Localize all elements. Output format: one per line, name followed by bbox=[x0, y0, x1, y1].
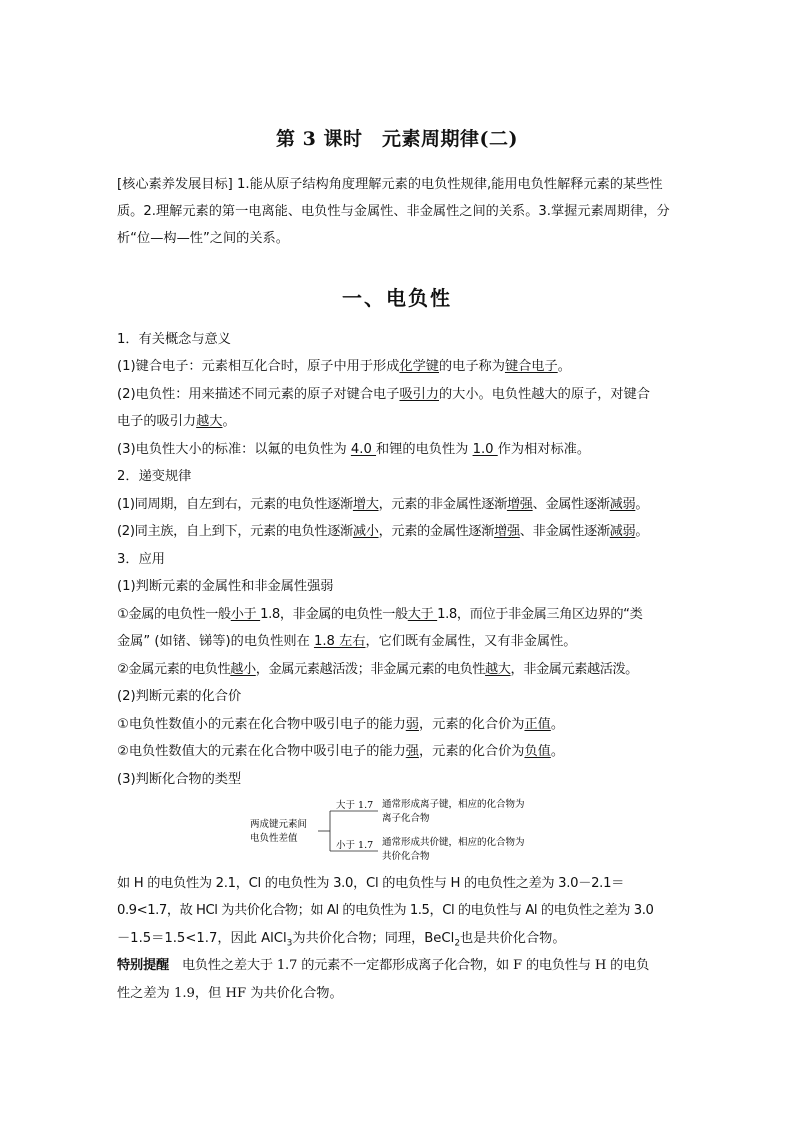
line-app1-b: 金属” (如锗、锑等)的电负性则在 1.8 左右，它们既有金属性，又有非金属性。 bbox=[117, 634, 577, 649]
line-app2: (2)判断元素的化合价 bbox=[117, 689, 242, 704]
example-line3: －1.5＝1.5<1.7，因此 AlCl$_3$为共价化合物；同理，BeCl$_2$也是共价化合物。 bbox=[117, 931, 566, 949]
line-bonding-electron: (1)键合电子：元素相互化合时，原子中用于形成化学键的电子称为键合电子。 bbox=[117, 359, 571, 374]
page-title: 第 3 课时 元素周期律(二) bbox=[276, 128, 518, 150]
diagram-lower-text2: 共价化合物 bbox=[382, 851, 430, 862]
objectives-label: [核心素养发展目标] bbox=[117, 177, 233, 192]
line-app1: (1)判断元素的金属性和非金属性强弱 bbox=[117, 579, 334, 594]
section-title: 一、电负性 bbox=[342, 286, 452, 310]
line-electronegativity-def-cont: 电子的吸引力越大。 bbox=[117, 414, 236, 429]
diagram-left-line2: 电负性差值 bbox=[250, 833, 298, 844]
compound-type-diagram bbox=[248, 797, 568, 867]
line-standard: (3)电负性大小的标准：以氟的电负性为 4.0 和锂的电负性为 1.0 作为相对标准。 bbox=[117, 442, 591, 457]
special-note-line1: 特别提醒 电负性之差大于 1.7 的元素不一定都形成离子化合物，如 F 的电负性与 H 的电负 bbox=[117, 958, 650, 973]
objectives-text: 1.能从原子结构角度理解元素的电负性规律,能用电负性解释元素的某些性质。2.理解元素的第一电离能、电负性与金属性、非金属性之间的关系。3.掌握元素周期律，分析“位—构—性”之间的关系。 bbox=[117, 177, 670, 246]
example-line1: 如 H 的电负性为 2.1，Cl 的电负性为 3.0，Cl 的电负性与 H 的电负性之差为 3.0－2.1＝ bbox=[117, 876, 625, 891]
diagram-upper-text1: 通常形成离子键，相应的化合物为 bbox=[382, 799, 525, 810]
heading-applications: 3．应用 bbox=[117, 552, 165, 567]
diagram-upper-text2: 离子化合物 bbox=[382, 813, 430, 824]
special-note-line2: 性之差为 1.9，但 HF 为共价化合物。 bbox=[117, 986, 343, 1001]
special-note-label: 特别提醒 bbox=[117, 958, 169, 973]
diagram-upper-label: 大于 1.7 bbox=[336, 800, 374, 811]
line-app1-a: ①金属的电负性一般小于 1.8，非金属的电负性一般大于 1.8，而位于非金属三角区边界的“类 bbox=[117, 607, 643, 622]
line-group-trend: (2)同主族，自上到下，元素的电负性逐渐减小，元素的金属性逐渐增强、非金属性逐渐减弱。 bbox=[117, 524, 649, 539]
objectives bbox=[117, 171, 679, 252]
diagram-left-line1: 两成键元素间 bbox=[250, 819, 308, 830]
line-app1-c: ②金属元素的电负性越小，金属元素越活泼；非金属元素的电负性越大，非金属元素越活泼。 bbox=[117, 662, 638, 677]
example-line2: 0.9<1.7，故 HCl 为共价化合物；如 Al 的电负性为 1.5，Cl 的电负性与 Al 的电负性之差为 3.0 bbox=[117, 903, 654, 918]
heading-trends: 2．递变规律 bbox=[117, 469, 192, 484]
diagram-lower-text1: 通常形成共价键，相应的化合物为 bbox=[382, 837, 525, 848]
diagram-lower-label: 小于 1.7 bbox=[336, 840, 374, 851]
line-app2-a: ①电负性数值小的元素在化合物中吸引电子的能力弱，元素的化合价为正值。 bbox=[117, 717, 565, 732]
heading-concepts: 1．有关概念与意义 bbox=[117, 332, 231, 347]
line-period-trend: (1)同周期，自左到右，元素的电负性逐渐增大，元素的非金属性逐渐增强、金属性逐渐减弱。 bbox=[117, 497, 649, 512]
line-app2-b: ②电负性数值大的元素在化合物中吸引电子的能力强，元素的化合价为负值。 bbox=[117, 744, 565, 759]
line-electronegativity-def: (2)电负性：用来描述不同元素的原子对键合电子吸引力的大小。电负性越大的原子，对键合 bbox=[117, 387, 650, 402]
line-app3: (3)判断化合物的类型 bbox=[117, 772, 242, 787]
